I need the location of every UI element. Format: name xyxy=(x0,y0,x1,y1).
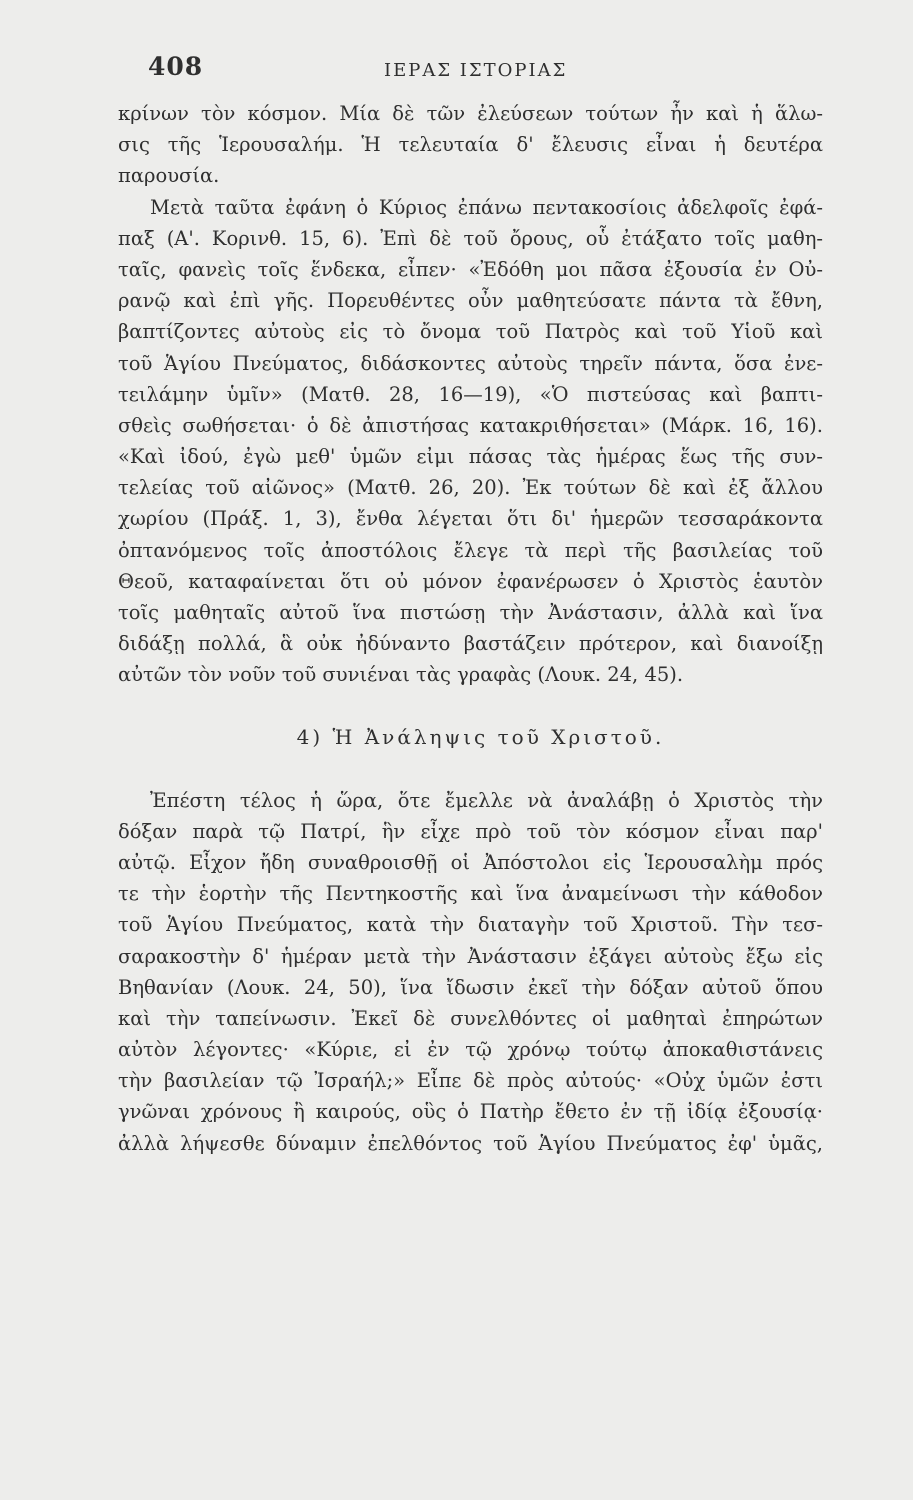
text-line: χωρίου (Πράξ. 1, 3), ἔνθα λέγεται ὅτι δι' ἡμερῶν τεσσαράκοντα xyxy=(118,507,823,531)
text-line: «Καὶ ἰδού, ἐγὼ μεθ' ὑμῶν εἰμι πάσας τὰς ἡμέρας ἕως τῆς συν- xyxy=(118,445,823,469)
text-line: τοῦ Ἁγίου Πνεύματος, διδάσκοντες αὐτοὺς τηρεῖν πάντα, ὅσα ἐνε- xyxy=(118,351,823,375)
text-line: αὐτὸν λέγοντες· «Κύριε, εἰ ἐν τῷ χρόνῳ τούτῳ ἀποκαθιστάνεις xyxy=(118,1038,823,1062)
text-line: τοῖς μαθηταῖς αὐτοῦ ἵνα πιστώσῃ τὴν Ἀνάστασιν, ἀλλὰ καὶ ἵνα xyxy=(118,601,823,624)
text-line: ὀπτανόμενος τοῖς ἀποστόλοις ἔλεγε τὰ περὶ τῆς βασιλείας τοῦ xyxy=(118,538,823,562)
text-line: σθεὶς σωθήσεται· ὁ δὲ ἀπιστήσας κατακριθήσεται» (Μάρκ. 16, 16). xyxy=(118,413,823,437)
text-line: βαπτίζοντες αὐτοὺς εἰς τὸ ὄνομα τοῦ Πατρὸς καὶ τοῦ Υἱοῦ καὶ xyxy=(118,320,823,344)
text-line: γνῶναι χρόνους ἢ καιρούς, οὓς ὁ Πατὴρ ἔθετο ἐν τῇ ἰδίᾳ ἐξουσίᾳ· xyxy=(118,1100,823,1124)
text-line: κρίνων τὸν κόσμον. Μία δὲ τῶν ἐλεύσεων τούτων ἦν καὶ ἡ ἅλω- xyxy=(118,102,823,125)
text-line: τὴν βασιλείαν τῷ Ἰσραήλ;» Εἶπε δὲ πρὸς αὐτούς· «Οὐχ ὑμῶν ἐστι xyxy=(118,1069,823,1093)
text-line: τε τὴν ἑορτὴν τῆς Πεντηκοστῆς καὶ ἵνα ἀναμείνωσι τὴν κάθοδον xyxy=(118,882,823,906)
page-header xyxy=(0,52,913,92)
text-line: ρανῷ καὶ ἐπὶ γῆς. Πορευθέντες οὖν μαθητεύσατε πάντα τὰ ἔθνη, xyxy=(118,289,823,313)
text-line: ταῖς, φανεὶς τοῖς ἕνδεκα, εἶπεν· «Ἐδόθη μοι πᾶσα ἐξουσία ἐν Οὐ- xyxy=(118,257,823,281)
page-body xyxy=(118,98,823,1159)
section-heading: 4) Ἡ Ἀνάληψις τοῦ Χριστοῦ. xyxy=(296,724,665,749)
text-line: Μετὰ ταῦτα ἐφάνη ὁ Κύριος ἐπάνω πεντακοσίοις ἀδελφοῖς ἐφά- xyxy=(150,195,823,219)
running-title: ΙΕΡΑΣ ΙΣΤΟΡΙΑΣ xyxy=(384,60,568,81)
text-line: σις τῆς Ἱερουσαλήμ. Ἡ τελευταία δ' ἔλευσις εἶναι ἡ δευτέρα xyxy=(118,133,823,157)
text-line: τειλάμην ὑμῖν» (Ματθ. 28, 16—19), «Ὁ πιστεύσας καὶ βαπτι- xyxy=(118,382,823,406)
text-line: σαρακοστὴν δ' ἡμέραν μετὰ τὴν Ἀνάστασιν ἐξάγει αὐτοὺς ἔξω εἰς xyxy=(118,944,823,968)
text-line: παξ (Α'. Κορινθ. 15, 6). Ἐπὶ δὲ τοῦ ὄρους, οὗ ἐτάξατο τοῖς μαθη- xyxy=(118,226,823,250)
text-line: αὐτῶν τὸν νοῦν τοῦ συνιέναι τὰς γραφὰς (Λουκ. 24, 45). xyxy=(118,663,684,687)
text-line: καὶ τὴν ταπείνωσιν. Ἐκεῖ δὲ συνελθόντες οἱ μαθηταὶ ἐπηρώτων xyxy=(118,1006,823,1030)
page-number: 408 xyxy=(148,52,204,81)
section-body xyxy=(118,785,823,1159)
text-line: ἀλλὰ λήψεσθε δύναμιν ἐπελθόντος τοῦ Ἁγίου Πνεύματος ἐφ' ὑμᾶς, xyxy=(118,1131,823,1155)
text-line: Ἐπέστη τέλος ἡ ὥρα, ὅτε ἔμελλε νὰ ἀναλάβῃ ὁ Χριστὸς τὴν xyxy=(150,788,823,812)
text-line: Θεοῦ, καταφαίνεται ὅτι οὐ μόνον ἐφανέρωσεν ὁ Χριστὸς ἑαυτὸν xyxy=(118,569,823,593)
text-line: αὐτῷ. Εἶχον ἤδη συναθροισθῇ οἱ Ἀπόστολοι εἰς Ἱερουσαλὴμ πρός xyxy=(118,850,823,874)
text-line: τοῦ Ἁγίου Πνεύματος, κατὰ τὴν διαταγὴν τοῦ Χριστοῦ. Τὴν τεσ- xyxy=(118,913,823,937)
text-line: διδάξῃ πολλά, ἃ οὐκ ἠδύναντο βαστάζειν πρότερον, καὶ διανοίξῃ xyxy=(118,632,823,656)
text-line: Βηθανίαν (Λουκ. 24, 50), ἵνα ἴδωσιν ἐκεῖ τὴν δόξαν αὐτοῦ ὅπου xyxy=(118,975,823,999)
text-line: παρουσία. xyxy=(118,164,220,188)
text-line: δόξαν παρὰ τῷ Πατρί, ἣν εἶχε πρὸ τοῦ τὸν κόσμον εἶναι παρ' xyxy=(118,819,823,843)
text-line: τελείας τοῦ αἰῶνος» (Ματθ. 26, 20). Ἐκ τούτων δὲ καὶ ἐξ ἄλλου xyxy=(118,476,823,500)
